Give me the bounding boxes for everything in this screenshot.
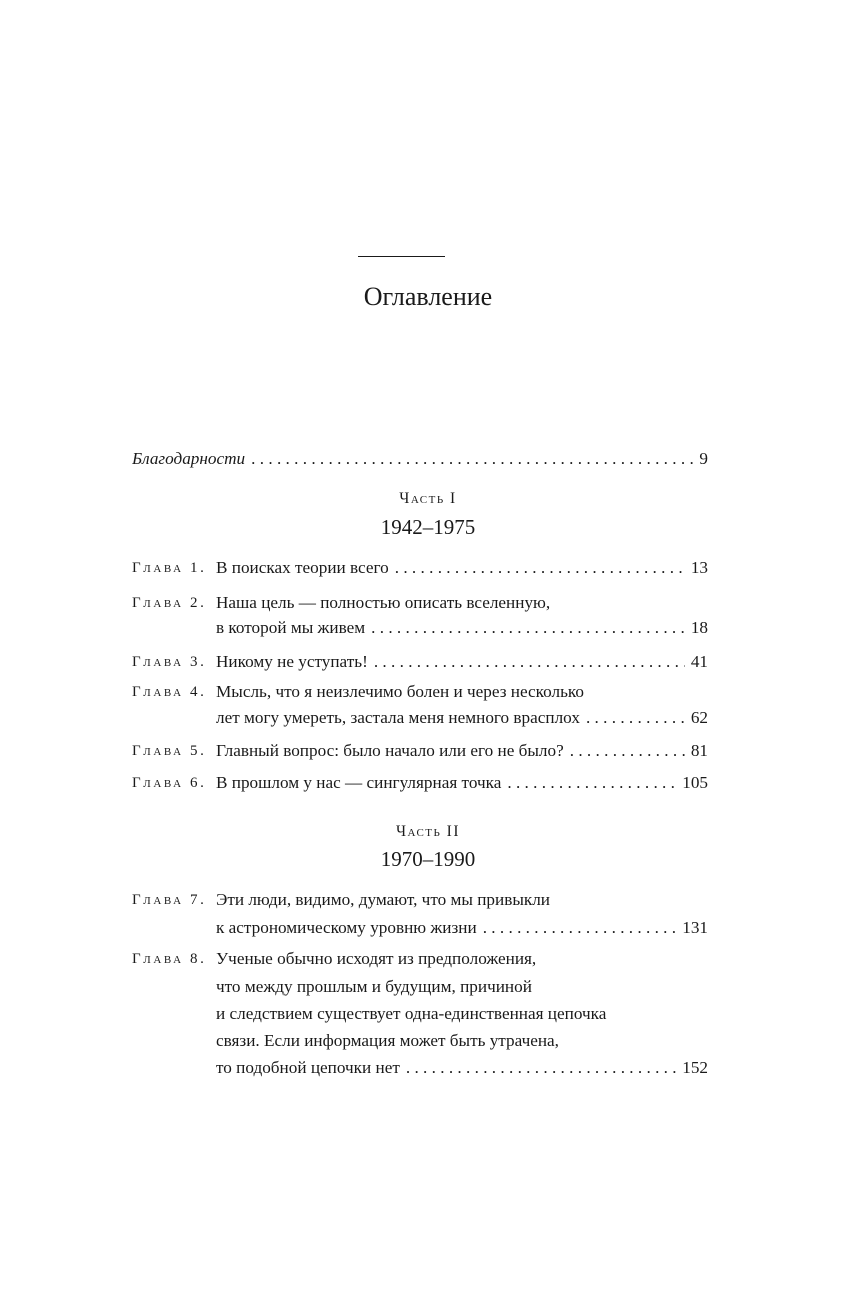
toc-leader-dots [371, 617, 685, 639]
toc-page-number: 152 [682, 1058, 708, 1077]
toc-entry-chapter-3[interactable] [216, 651, 708, 673]
title-rule [358, 256, 445, 257]
chapter-title: В прошлом у нас — сингулярная точка [216, 773, 502, 792]
toc-entry-chapter-5[interactable] [216, 740, 708, 762]
toc-entry-chapter-1[interactable] [216, 557, 708, 579]
toc-page-number: 9 [699, 449, 708, 468]
toc-page-number: 13 [690, 558, 708, 577]
part-2-years: 1970–1990 [380, 847, 476, 871]
chapter-title: Мысль, что я неизлечимо болен и через несколько [216, 682, 585, 701]
toc-leader-dots [483, 917, 677, 939]
toc-entry-label: Благодарности [132, 449, 246, 468]
toc-leader-dots [406, 1057, 676, 1079]
toc-leader-dots [570, 740, 685, 762]
part-1-years: 1942–1975 [380, 515, 476, 539]
chapter-label: Глава 8. [132, 951, 207, 967]
toc-entry-chapter-6[interactable] [216, 772, 708, 794]
chapter-title: то подобной цепочки нет [216, 1058, 400, 1077]
chapter-title: В поисках теории всего [216, 558, 389, 577]
chapter-label: Глава 4. [132, 684, 207, 700]
toc-leader-dots [395, 557, 685, 579]
chapter-label: Глава 2. [132, 595, 207, 611]
chapter-title: в которой мы живем [216, 618, 366, 637]
chapter-title: к астрономическому уровню жизни [216, 918, 477, 937]
chapter-title: Наша цель — полностью описать вселенную, [216, 593, 551, 612]
toc-entry-chapter-7[interactable] [216, 917, 708, 939]
toc-page-number: 131 [682, 918, 708, 937]
chapter-title: Эти люди, видимо, думают, что мы привыкли [216, 890, 550, 909]
toc-entry-chapter-2[interactable] [216, 617, 708, 639]
chapter-label: Глава 3. [132, 654, 207, 670]
chapter-title: лет могу умереть, застала меня немного врасплох [216, 708, 580, 727]
part-2-label: Часть II [395, 823, 461, 840]
toc-leader-dots [374, 651, 685, 673]
toc-page-number: 18 [690, 618, 708, 637]
part-1-label: Часть I [399, 490, 457, 507]
chapter-title: Ученые обычно исходят из предположения, [216, 949, 537, 968]
chapter-title: Главный вопрос: было начало или его не было? [216, 741, 564, 760]
toc-entry-chapter-8[interactable] [216, 1057, 708, 1079]
toc-leader-dots [586, 707, 685, 729]
chapter-label: Глава 7. [132, 892, 207, 908]
toc-page-number: 62 [690, 708, 708, 727]
chapter-label: Глава 5. [132, 743, 207, 759]
toc-page-number: 105 [682, 773, 708, 792]
toc-page-number: 81 [690, 741, 708, 760]
toc-page-number: 41 [690, 652, 708, 671]
chapter-title: и следствием существует одна-единственная цепочка [216, 1004, 607, 1023]
page-title: Оглавление [363, 282, 493, 311]
toc-entry-acknowledgments[interactable] [132, 448, 708, 470]
chapter-label: Глава 1. [132, 560, 207, 576]
chapter-title: связи. Если информация может быть утрачена, [216, 1031, 559, 1050]
toc-leader-dots [507, 772, 676, 794]
chapter-title: что между прошлым и будущим, причиной [216, 977, 532, 996]
chapter-label: Глава 6. [132, 775, 207, 791]
toc-entry-chapter-4[interactable] [216, 707, 708, 729]
chapter-title: Никому не уступать! [216, 652, 368, 671]
toc-leader-dots [251, 448, 693, 470]
